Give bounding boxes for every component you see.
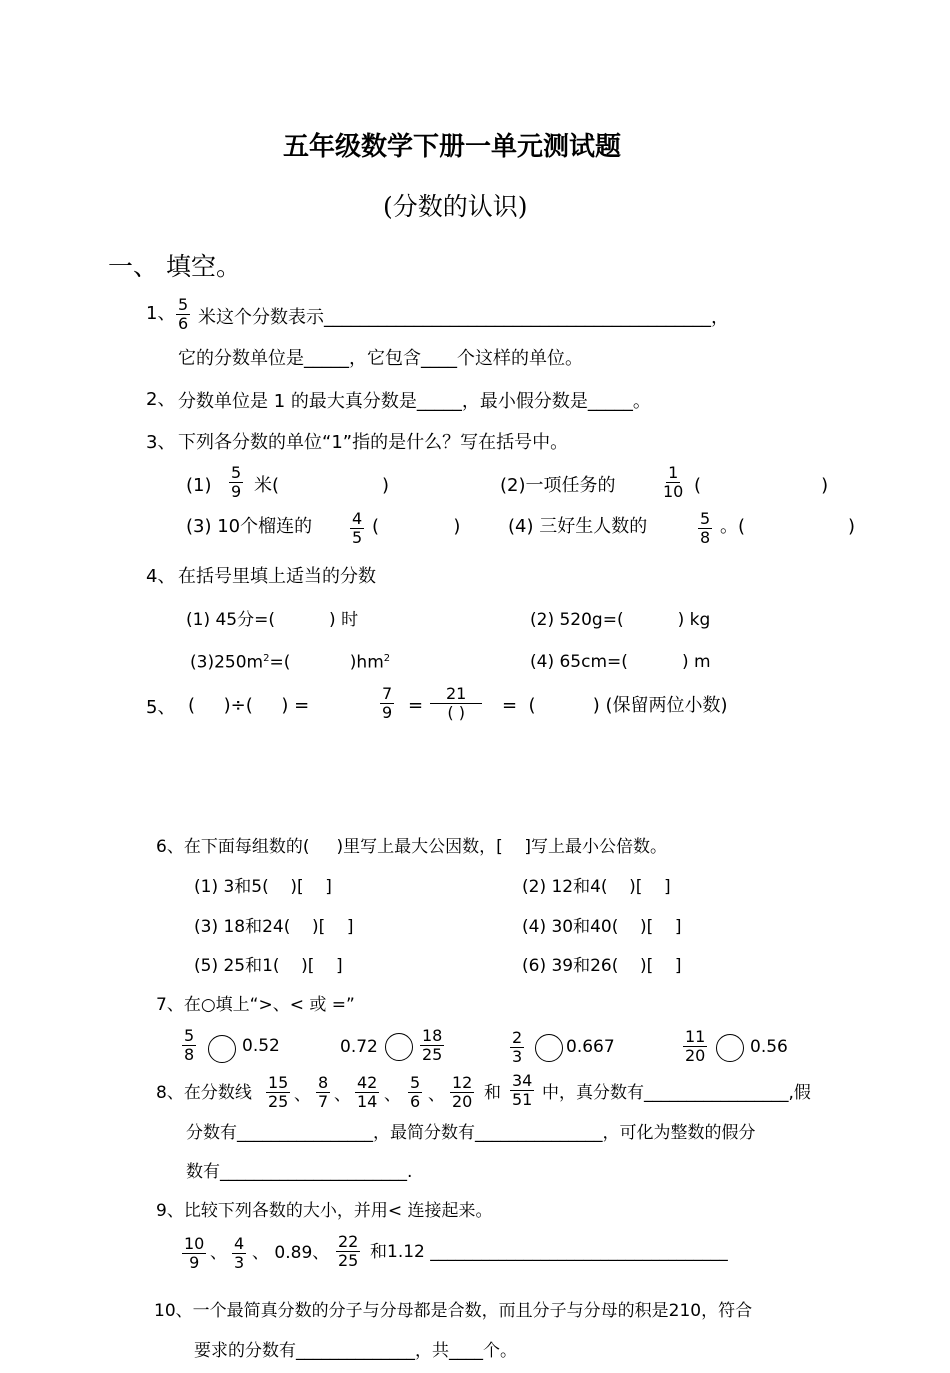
page-title: 五年级数学下册一单元测试题: [283, 132, 622, 162]
q4d: (4) 65cm=( ) m: [530, 652, 711, 672]
q3b-label: (2)一项任务的: [500, 475, 616, 496]
q7d-fraction: [683, 1029, 707, 1064]
numerator: 22: [338, 1232, 359, 1251]
q2-text: 分数单位是 1 的最大真分数是_____，最小假分数是_____。: [178, 391, 651, 412]
q3d-fraction: [698, 511, 712, 546]
denominator: 25: [268, 1092, 289, 1111]
q3-text: 下列各分数的单位“1”指的是什么？写在括号中。: [178, 432, 569, 453]
denominator: 3: [512, 1047, 523, 1066]
q9-fraction-1: [182, 1236, 206, 1271]
q6-item: (5) 25和1( )[ ]: [194, 956, 343, 976]
q8-separator: 、: [294, 1085, 311, 1105]
q4c: [190, 654, 390, 672]
denominator: 20: [685, 1046, 706, 1065]
q5-prefix: ( )÷( ) =: [188, 695, 310, 716]
q3b-answer: ( ): [694, 475, 829, 496]
numerator: 34: [512, 1071, 533, 1090]
compare-circle[interactable]: [208, 1035, 236, 1063]
numerator: 18: [422, 1026, 443, 1045]
numerator: 10: [184, 1234, 205, 1253]
denominator: 9: [382, 703, 393, 722]
q1-line2: 它的分数单位是_____，它包含____个这样的单位。: [178, 348, 583, 369]
q8-separator: 、: [334, 1085, 351, 1105]
denominator: ( ): [447, 703, 465, 722]
q3d-answer: 。( ): [720, 516, 856, 537]
q3c-answer: ( ): [372, 516, 461, 537]
q3a-fraction: [229, 465, 243, 500]
q1-number: 1、: [146, 303, 176, 324]
q1-fraction: [176, 297, 190, 332]
q4a: (1) 45分=( ) 时: [186, 610, 359, 630]
q8-and: 和: [484, 1083, 501, 1103]
denominator: 10: [663, 482, 684, 501]
q5-number: 5、: [146, 697, 176, 718]
q4c-exponent: 2: [263, 653, 270, 664]
q8-separator: 、: [384, 1085, 401, 1105]
q4c-middle: =( )hm: [269, 652, 384, 673]
q8-fraction-1: [266, 1075, 290, 1110]
q5-fraction1: [380, 686, 394, 721]
q9-fraction-3: [336, 1234, 360, 1269]
q7b-fraction: [420, 1028, 444, 1063]
numerator: 8: [318, 1073, 329, 1092]
denominator: 8: [700, 528, 711, 547]
denominator: 51: [512, 1090, 533, 1109]
q8-fraction-4: [408, 1075, 422, 1110]
q5-fraction2: [430, 686, 482, 721]
denominator: 9: [189, 1253, 200, 1272]
q7d-value: 0.56: [750, 1037, 788, 1057]
q8-line2: 分数有________________，最简分数有_______________，可化为整数的假分: [186, 1123, 756, 1143]
section-heading: 一、 填空。: [108, 252, 241, 281]
q6-item: (6) 39和26( )[ ]: [522, 956, 682, 976]
denominator: 25: [338, 1251, 359, 1270]
q3c-label: (3) 10个榴连的: [186, 516, 313, 537]
q3a-answer: 米( ): [254, 475, 390, 496]
q9-text: 9、比较下列各数的大小，并用< 连接起来。: [156, 1201, 493, 1221]
numerator: 5: [700, 509, 711, 528]
numerator: 2: [512, 1028, 523, 1047]
q9-middle: 、 0.89、: [252, 1243, 330, 1263]
q5-equals: =: [408, 695, 424, 716]
q8-prefix: 8、在分数线: [156, 1083, 252, 1103]
q7c-value: 0.667: [566, 1037, 615, 1057]
denominator: 6: [410, 1092, 421, 1111]
denominator: 3: [234, 1253, 245, 1272]
q3d-label: (4) 三好生人数的: [508, 516, 648, 537]
q8-fraction-3: [355, 1075, 379, 1110]
q8-fraction-6: [510, 1073, 534, 1108]
denominator: 7: [318, 1092, 329, 1111]
q1-line1: 米这个分数表示___________________________________________，: [198, 307, 729, 328]
denominator: 5: [352, 528, 363, 547]
q6-text: 6、在下面每组数的( )里写上最大公因数，[ ]写上最小公倍数。: [156, 837, 667, 857]
q6-item: (1) 3和5( )[ ]: [194, 877, 332, 897]
q8-suffix: 中，真分数有_________________,假: [542, 1083, 811, 1103]
q3a-label: (1): [186, 475, 212, 496]
numerator: 5: [178, 295, 189, 314]
page-subtitle: (分数的认识): [383, 192, 528, 221]
q8-separator: 、: [428, 1085, 445, 1105]
q9-separator: 、: [210, 1243, 227, 1263]
q6-item: (2) 12和4( )[ ]: [522, 877, 671, 897]
q7a-value: 0.52: [242, 1036, 280, 1056]
q4b: (2) 520g=( ) kg: [530, 610, 711, 630]
denominator: 6: [178, 314, 189, 333]
numerator: 1: [668, 463, 679, 482]
numerator: 11: [685, 1027, 706, 1046]
q3b-fraction: [663, 465, 683, 500]
q8-line3: 数有______________________.: [186, 1162, 413, 1182]
q10-line2: 要求的分数有______________，共____个。: [194, 1341, 517, 1361]
q3-number: 3、: [146, 432, 176, 453]
numerator: 15: [268, 1073, 289, 1092]
denominator: 8: [184, 1045, 195, 1064]
q4-text: 在括号里填上适当的分数: [178, 566, 376, 587]
q9-fraction-2: [232, 1236, 246, 1271]
numerator: 42: [357, 1073, 378, 1092]
numerator: 4: [234, 1234, 245, 1253]
q9-suffix: 和1.12 ___________________________________: [370, 1242, 728, 1262]
q6-item: (3) 18和24( )[ ]: [194, 917, 354, 937]
numerator: 5: [231, 463, 242, 482]
denominator: 25: [422, 1045, 443, 1064]
q7-text: 7、在○填上“>、< 或 =”: [156, 995, 355, 1015]
q8-fraction-2: [316, 1075, 330, 1110]
numerator: 21: [430, 686, 482, 704]
q7c-fraction: [510, 1030, 524, 1065]
numerator: 5: [184, 1026, 195, 1045]
denominator: 14: [357, 1092, 378, 1111]
compare-circle[interactable]: [716, 1034, 744, 1062]
q4-number: 4、: [146, 566, 176, 587]
q5-suffix: = ( ) (保留两位小数): [502, 695, 728, 716]
q8-fraction-5: [450, 1075, 474, 1110]
q7a-fraction: [182, 1028, 196, 1063]
q7b-value: 0.72: [340, 1037, 378, 1057]
numerator: 4: [352, 509, 363, 528]
q4c-prefix: (3)250m: [190, 652, 264, 673]
numerator: 5: [410, 1073, 421, 1092]
q4c-exponent2: 2: [383, 653, 391, 664]
numerator: 12: [452, 1073, 473, 1092]
compare-circle[interactable]: [385, 1033, 413, 1061]
denominator: 20: [452, 1092, 473, 1111]
compare-circle[interactable]: [535, 1034, 563, 1062]
q2-number: 2、: [146, 389, 176, 410]
q6-item: (4) 30和40( )[ ]: [522, 917, 682, 937]
numerator: 7: [382, 684, 393, 703]
q3c-fraction: [350, 511, 364, 546]
denominator: 9: [231, 482, 242, 501]
q10-line1: 10、一个最简真分数的分子与分母都是合数，而且分子与分母的积是210，符合: [154, 1301, 753, 1321]
